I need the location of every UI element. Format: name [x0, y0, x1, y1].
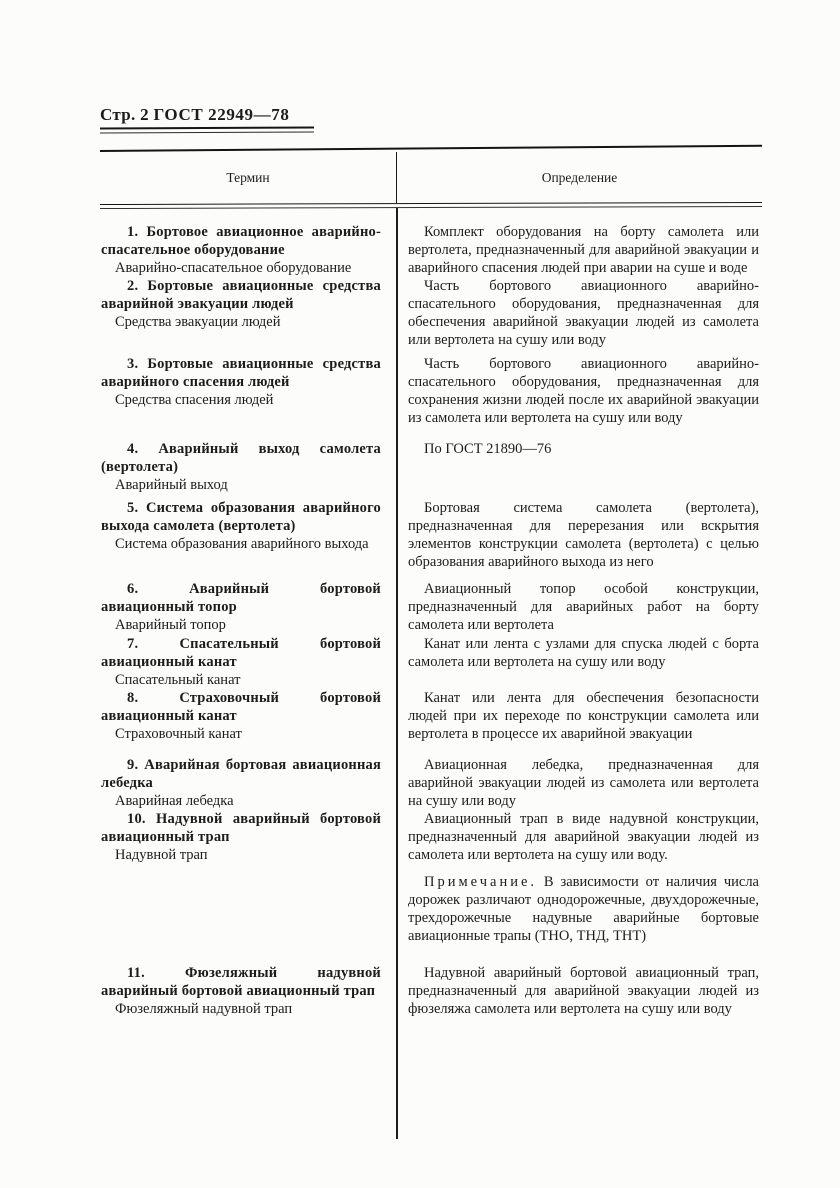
definition-cell	[397, 756, 762, 810]
definition-text: Часть бортового авиационного аварийно-спасательного оборудования, предназначенная для сохранения жизни людей после их аварийной эвакуации из самолета или вертолета на сушу или воду	[408, 356, 759, 426]
definition-cell	[397, 355, 762, 427]
term-synonym: Надувной трап	[115, 847, 208, 863]
definition-note	[408, 873, 759, 945]
table-row	[100, 964, 762, 1018]
term-synonym: Аварийный выход	[115, 477, 228, 493]
definition-text: Канат или лента для обеспечения безопасности людей при их переходе по конструкции самолета или вертолета в процессе их аварийной эвакуации	[408, 690, 759, 742]
term-text: 11. Фюзеляжный надувной аварийный бортовой авиационный трап	[101, 965, 381, 999]
definition-cell	[397, 689, 762, 743]
definition-cell	[397, 580, 762, 634]
term-cell	[100, 355, 397, 427]
term-cell	[100, 223, 397, 277]
definition-text: Авиационный топор особой конструкции, предназначенный для аварийных работ на борту самолета или вертолета	[408, 581, 759, 633]
page-number-label: Стр. 2	[100, 105, 149, 124]
standard-number: ГОСТ 22949—78	[153, 105, 290, 124]
table-row	[100, 580, 762, 634]
term-cell	[100, 580, 397, 634]
definition-text: Надувной аварийный бортовой авиационный трап, предназначенный для аварийной эвакуации людей из фюзеляжа самолета или вертолета на сушу или воду	[408, 965, 759, 1017]
note-label: Примечание.	[424, 874, 538, 890]
term-text: 1. Бортовое авиационное аварийно-спасательное оборудование	[101, 224, 381, 258]
table-header-row	[100, 152, 762, 203]
term-text: 2. Бортовые авиационные средства аварийной эвакуации людей	[101, 278, 381, 312]
definition-cell	[397, 635, 762, 689]
running-header	[100, 106, 762, 124]
term-synonym: Аварийная лебедка	[115, 793, 234, 809]
definition-cell	[397, 440, 762, 494]
definition-cell	[397, 499, 762, 571]
definition-text: Авиационная лебедка, предназначенная для аварийной эвакуации людей из самолета или вертолета на сушу или воду	[408, 757, 759, 809]
definition-text: По ГОСТ 21890—76	[424, 441, 552, 457]
term-text: 3. Бортовые авиационные средства аварийного спасения людей	[101, 356, 381, 390]
term-cell	[100, 964, 397, 1018]
term-cell	[100, 499, 397, 571]
header-underline	[100, 126, 314, 133]
term-synonym: Спасательный канат	[115, 672, 241, 688]
definition-cell	[397, 277, 762, 349]
term-synonym: Средства эвакуации людей	[115, 314, 281, 330]
term-cell	[100, 277, 397, 349]
table-row	[100, 810, 762, 945]
term-text: 4. Аварийный выход самолета (вертолета)	[101, 441, 381, 475]
term-synonym: Страховочный канат	[115, 726, 242, 742]
definition-cell	[397, 964, 762, 1018]
term-text: 5. Система образования аварийного выхода самолета (вертолета)	[101, 500, 381, 534]
column-header-definition: Определение	[541, 169, 618, 185]
term-text: 7. Спасательный бортовой авиационный канат	[101, 636, 381, 670]
page-content	[100, 106, 762, 1139]
definition-text: Комплект оборудования на борту самолета или вертолета, предназначенный для аварийной эвакуации и аварийного спасения людей при аварии на суше и воде	[408, 224, 759, 276]
term-synonym: Фюзеляжный надувной трап	[115, 1001, 293, 1017]
table-row	[100, 223, 762, 277]
definition-cell	[397, 810, 762, 945]
term-synonym: Средства спасения людей	[115, 392, 274, 408]
table-row	[100, 355, 762, 427]
table-row	[100, 635, 762, 689]
term-text: 6. Аварийный бортовой авиационный топор	[101, 581, 381, 615]
table-row	[100, 499, 762, 571]
table-top-rule	[100, 145, 762, 152]
term-cell	[100, 635, 397, 689]
term-cell	[100, 756, 397, 810]
definition-text: Бортовая система самолета (вертолета), предназначенная для перерезания или вскрытия элементов конструкции самолета (вертолета) с целью образования аварийного выхода из него	[408, 500, 759, 570]
table-row	[100, 756, 762, 810]
definition-text: Часть бортового авиационного аварийно-спасательного оборудования, предназначенная для обеспечения аварийной эвакуации людей из самолета или вертолета на сушу или воду	[408, 278, 759, 348]
term-text: 8. Страховочный бортовой авиационный канат	[101, 690, 381, 724]
term-cell	[100, 810, 397, 945]
table-row	[100, 440, 762, 494]
term-text: 10. Надувной аварийный бортовой авиационный трап	[101, 811, 381, 845]
definition-text: Канат или лента с узлами для спуска людей с борта самолета или вертолета на сушу или воду	[408, 636, 759, 670]
column-header-term: Термин	[100, 152, 397, 203]
table-row	[100, 277, 762, 349]
term-text: 9. Аварийная бортовая авиационная лебедка	[101, 757, 381, 791]
term-cell	[100, 689, 397, 743]
note-text: В зависимости от наличия числа дорожек различают однодорожечные, двухдорожечные, трехдорожечные надувные аварийные бортовые авиационные трапы (ТНО, ТНД, ТНТ)	[408, 874, 759, 944]
definition-text: Авиационный трап в виде надувной конструкции, предназначенный для аварийной эвакуации людей из самолета или вертолета на сушу или воду.	[408, 811, 759, 863]
terminology-table	[100, 150, 762, 1139]
table-body	[100, 208, 762, 1139]
definition-cell	[397, 223, 762, 277]
term-synonym: Аварийно-спасательное оборудование	[115, 260, 352, 276]
term-synonym: Аварийный топор	[115, 617, 226, 633]
term-cell	[100, 440, 397, 494]
table-row	[100, 689, 762, 743]
term-synonym: Система образования аварийного выхода	[115, 536, 369, 552]
